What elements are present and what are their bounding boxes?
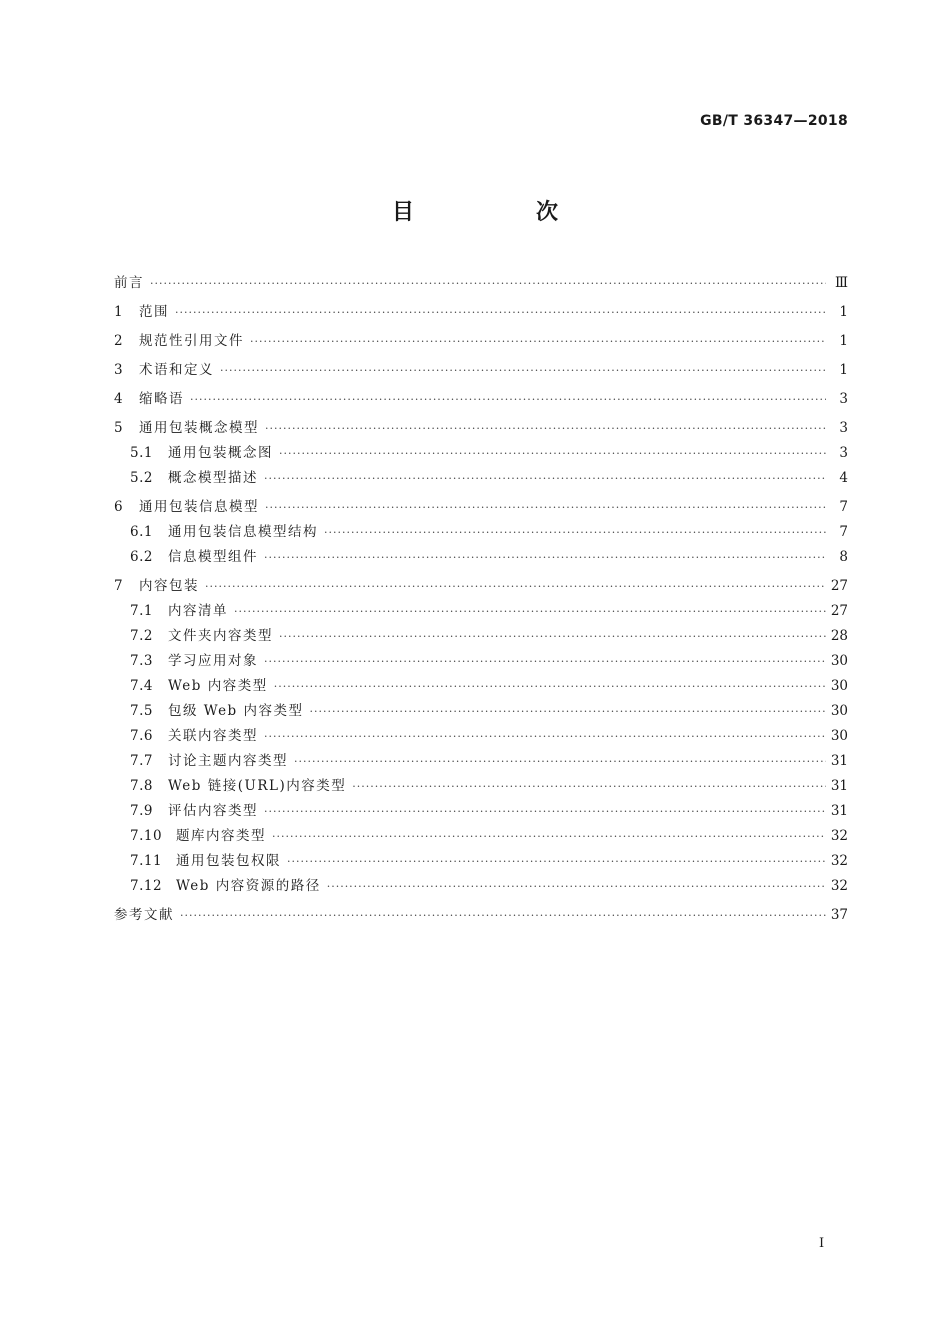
toc-entry-number: 6.2 <box>130 549 153 565</box>
dot-leader <box>180 903 826 928</box>
toc-entry-number: 2 <box>114 333 124 349</box>
toc-entry-label: Web 链接(URL)内容类型 <box>168 778 347 794</box>
dot-leader <box>264 545 826 570</box>
toc-entry[interactable] <box>114 416 848 441</box>
toc-entry-number: 6.1 <box>130 524 153 540</box>
dot-leader <box>264 649 826 674</box>
toc-entry-number: 7.9 <box>130 803 153 819</box>
toc-entry-label: 讨论主题内容类型 <box>168 753 288 769</box>
toc-entry-number: 7 <box>114 578 124 594</box>
toc-entry[interactable] <box>114 358 848 383</box>
dot-leader <box>264 724 826 749</box>
toc-entry-label: 内容清单 <box>168 603 228 619</box>
dot-leader <box>265 416 826 441</box>
toc-entry-label: 文件夹内容类型 <box>168 628 273 644</box>
toc-entry-label: 内容包装 <box>139 578 199 594</box>
toc-entry-label: 关联内容类型 <box>168 728 258 744</box>
toc-entry-label: 评估内容类型 <box>168 803 258 819</box>
toc-entry-page: 3 <box>839 420 848 436</box>
toc-entry-page: 32 <box>830 853 848 869</box>
toc-entry-number: 5 <box>114 420 124 436</box>
toc-entry-page: 7 <box>839 499 848 515</box>
toc-entry[interactable] <box>114 329 848 354</box>
dot-leader <box>190 387 826 412</box>
toc-entry[interactable] <box>114 749 848 774</box>
toc-entry-label: 参考文献 <box>114 907 174 923</box>
toc-entry-page: 31 <box>830 803 848 819</box>
toc-entry-page: 30 <box>830 703 848 719</box>
toc-entry[interactable] <box>114 441 848 466</box>
toc-entry[interactable] <box>114 724 848 749</box>
toc-entry[interactable] <box>114 903 848 928</box>
page-number: Ⅰ <box>819 1236 825 1251</box>
toc-entry[interactable] <box>114 495 848 520</box>
toc-entry-page: 1 <box>839 362 848 378</box>
dot-leader <box>220 358 826 383</box>
toc-entry-label: 题库内容类型 <box>176 828 266 844</box>
toc-entry[interactable] <box>114 699 848 724</box>
toc-entry-number: 7.8 <box>130 778 153 794</box>
toc-entry-page: 27 <box>830 578 848 594</box>
toc-entry-label: 术语和定义 <box>139 362 214 378</box>
toc-entry-number: 1 <box>114 304 124 320</box>
toc-entry[interactable] <box>114 674 848 699</box>
standard-code: GB/T 36347—2018 <box>700 113 848 129</box>
toc-entry-label: 概念模型描述 <box>168 470 258 486</box>
toc-entry-label: Web 内容类型 <box>168 678 268 694</box>
toc-entry[interactable] <box>114 387 848 412</box>
toc-entry-number: 7.5 <box>130 703 153 719</box>
dot-leader <box>279 624 826 649</box>
toc-entry[interactable] <box>114 466 848 491</box>
toc-entry-label: 学习应用对象 <box>168 653 258 669</box>
toc-entry-page: 4 <box>839 470 848 486</box>
dot-leader <box>205 574 826 599</box>
dot-leader <box>264 466 826 491</box>
toc-entry-number: 3 <box>114 362 124 378</box>
toc-entry-page: 31 <box>830 778 848 794</box>
toc-entry-label: 范围 <box>139 304 169 320</box>
toc-entry-number: 7.6 <box>130 728 153 744</box>
toc-entry-number: 7.10 <box>130 828 163 844</box>
toc-entry-label: 缩略语 <box>139 391 184 407</box>
dot-leader <box>287 849 826 874</box>
toc-entry-page: 37 <box>830 907 848 923</box>
dot-leader <box>150 271 826 296</box>
dot-leader <box>234 599 826 624</box>
dot-leader <box>272 824 826 849</box>
toc-entry[interactable] <box>114 849 848 874</box>
toc-entry-page: 1 <box>839 333 848 349</box>
toc-entry[interactable] <box>114 271 848 296</box>
toc-entry-page: 31 <box>830 753 848 769</box>
dot-leader <box>264 799 826 824</box>
toc-entry-label: 包级 Web 内容类型 <box>168 703 304 719</box>
toc-entry-page: 32 <box>830 828 848 844</box>
toc-entry[interactable] <box>114 649 848 674</box>
toc-entry-label: 通用包装包权限 <box>176 853 281 869</box>
page-title: 目 次 <box>391 200 608 225</box>
dot-leader <box>279 441 826 466</box>
toc-entry-number: 7.4 <box>130 678 153 694</box>
toc-entry-page: 30 <box>830 678 848 694</box>
toc-entry-page: 8 <box>839 549 848 565</box>
dot-leader <box>327 874 826 899</box>
toc-entry-number: 7.7 <box>130 753 153 769</box>
toc-entry[interactable] <box>114 624 848 649</box>
toc-entry-label: 信息模型组件 <box>168 549 258 565</box>
toc-entry[interactable] <box>114 574 848 599</box>
toc-entry-label: 通用包装概念图 <box>168 445 273 461</box>
toc-entry[interactable] <box>114 520 848 545</box>
toc-entry-number: 6 <box>114 499 124 515</box>
toc-entry-page: 3 <box>839 445 848 461</box>
toc-entry[interactable] <box>114 774 848 799</box>
toc-entry-label: Web 内容资源的路径 <box>176 878 321 894</box>
toc-entry-page: 30 <box>830 728 848 744</box>
toc-entry-number: 5.2 <box>130 470 153 486</box>
toc-entry[interactable] <box>114 300 848 325</box>
toc-entry-page: Ⅲ <box>834 275 848 291</box>
toc-entry-label: 规范性引用文件 <box>139 333 244 349</box>
toc-entry[interactable] <box>114 599 848 624</box>
toc-entry-page: 7 <box>839 524 848 540</box>
dot-leader <box>310 699 827 724</box>
table-of-contents <box>114 271 848 928</box>
toc-entry[interactable] <box>114 824 848 849</box>
toc-entry-number: 7.12 <box>130 878 163 894</box>
toc-entry[interactable] <box>114 545 848 570</box>
toc-entry[interactable] <box>114 799 848 824</box>
toc-entry-page: 30 <box>830 653 848 669</box>
dot-leader <box>324 520 826 545</box>
dot-leader <box>250 329 826 354</box>
toc-entry-page: 1 <box>839 304 848 320</box>
dot-leader <box>294 749 826 774</box>
dot-leader <box>352 774 826 799</box>
toc-entry-page: 32 <box>830 878 848 894</box>
toc-entry-label: 通用包装概念模型 <box>139 420 259 436</box>
toc-entry-page: 28 <box>830 628 848 644</box>
toc-entry-number: 7.2 <box>130 628 153 644</box>
toc-entry-label: 通用包装信息模型 <box>139 499 259 515</box>
toc-entry-label: 前言 <box>114 275 144 291</box>
toc-entry-page: 3 <box>839 391 848 407</box>
dot-leader <box>274 674 826 699</box>
toc-entry-number: 7.1 <box>130 603 153 619</box>
toc-entry-label: 通用包装信息模型结构 <box>168 524 318 540</box>
toc-entry-page: 27 <box>830 603 848 619</box>
toc-entry-number: 7.11 <box>130 853 163 869</box>
dot-leader <box>175 300 826 325</box>
toc-entry-number: 7.3 <box>130 653 153 669</box>
dot-leader <box>265 495 826 520</box>
toc-entry[interactable] <box>114 874 848 899</box>
toc-entry-number: 4 <box>114 391 124 407</box>
toc-entry-number: 5.1 <box>130 445 153 461</box>
